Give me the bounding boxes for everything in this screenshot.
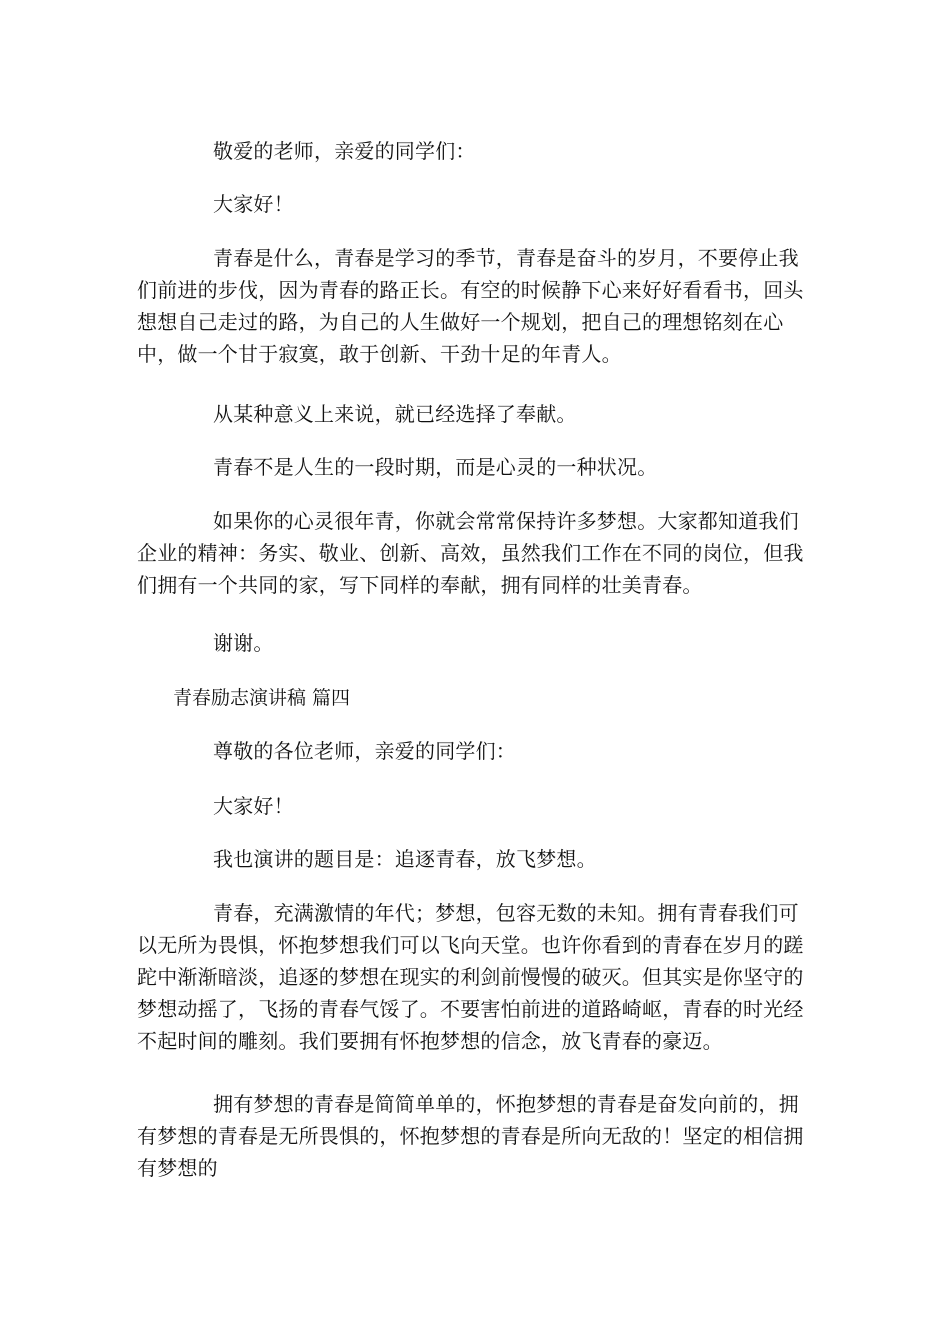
salutation-2: 大家好！ [213, 794, 294, 818]
paragraph-enterprise-spirit: 如果你的心灵很年青，你就会常常保持许多梦想。大家都知道我们企业的精神：务实、敬业、创新、高效，虽然我们工作在不同的岗位，但我们拥有一个共同的家，写下同样的奉献，拥有同样的壮美青春。 [137, 509, 804, 597]
greeting-2: 尊敬的各位老师，亲爱的同学们： [213, 739, 516, 763]
paragraph-dedication: 从某种意义上来说，就已经选择了奉献。 [213, 402, 577, 426]
greeting-1: 敬爱的老师，亲爱的同学们： [213, 139, 476, 163]
paragraph-youth-and-dreams: 青春，充满激情的年代；梦想，包容无数的未知。拥有青春我们可以无所为畏惧，怀抱梦想我们可以飞向天堂。也许你看到的青春在岁月的蹉跎中渐渐暗淡，追逐的梦想在现实的利剑前慢慢的破灭。但其实是你坚守的梦想动摇了，飞扬的青春气馁了。不要害怕前进的道路崎岖，青春的时光经不起时间的雕刻。我们要拥有怀抱梦想的信念，放飞青春的豪迈。 [137, 901, 804, 1053]
closing-thanks: 谢谢。 [213, 631, 274, 655]
paragraph-dream-youth: 拥有梦想的青春是简简单单的，怀抱梦想的青春是奋发向前的，拥有梦想的青春是无所畏惧的，怀抱梦想的青春是所向无敌的！坚定的相信拥有梦想的 [137, 1092, 804, 1180]
salutation-1: 大家好！ [213, 192, 294, 216]
paragraph-youth-definition: 青春是什么，青春是学习的季节，青春是奋斗的岁月，不要停止我们前进的步伐，因为青春的路正长。有空的时候静下心来好好看看书，回头想想自己走过的路，为自己的人生做好一个规划，把自己的理想铭刻在心中，做一个甘于寂寞，敢于创新、干劲十足的年青人。 [137, 246, 804, 366]
section-heading: 青春励志演讲稿 篇四 [173, 687, 351, 709]
paragraph-state-of-mind: 青春不是人生的一段时期，而是心灵的一种状况。 [213, 455, 658, 479]
speech-topic: 我也演讲的题目是：追逐青春，放飞梦想。 [213, 847, 597, 871]
